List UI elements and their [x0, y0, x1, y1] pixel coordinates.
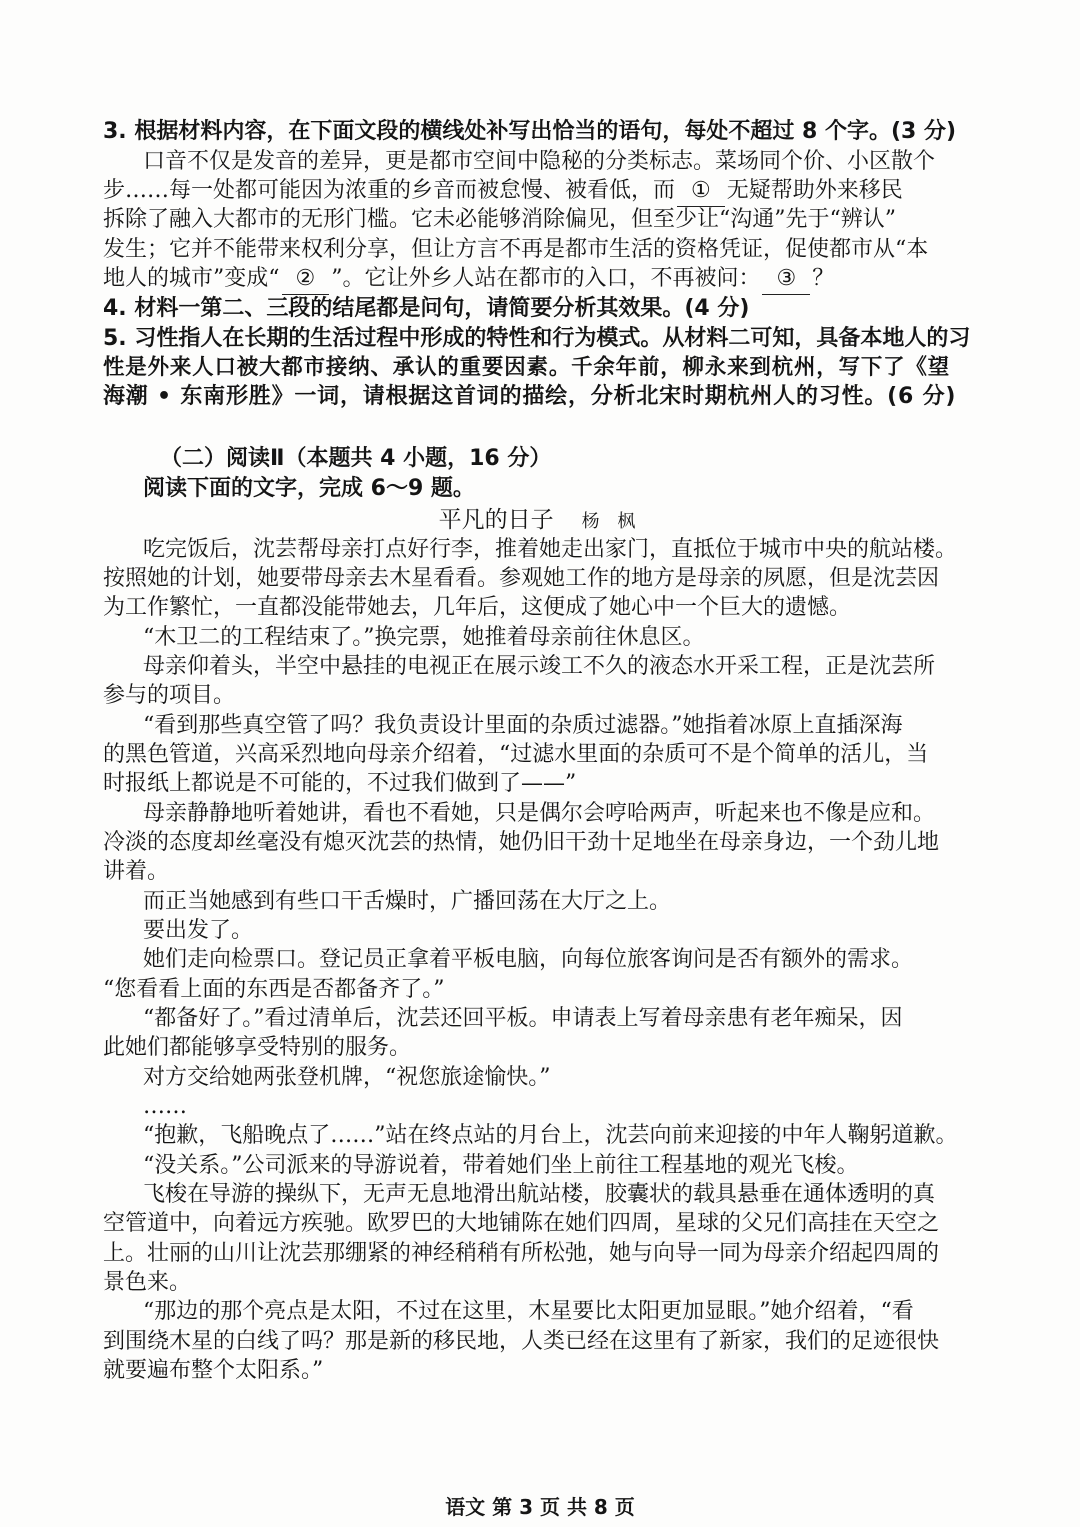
story-line: “您看看上面的东西是否都备齐了。” — [103, 977, 445, 1002]
story-line: 此她们都能够享受特别的服务。 — [103, 1035, 412, 1060]
story-line: 她们走向检票口。登记员正拿着平板电脑，向每位旅客询问是否有额外的需求。 — [143, 947, 914, 972]
section-heading: （二）阅读Ⅱ（本题共 4 小题，16 分） — [160, 446, 552, 471]
blank-3: ③ — [762, 264, 810, 295]
q3-passage-line: 地人的城市”变成“ ② ”。它让外乡人站在都市的入口，不再被问： ③ ？ — [0, 264, 1080, 295]
story-line: “那边的那个亮点是太阳，不过在这里，木星要比太阳更加显眼。”她介绍着，“看 — [143, 1299, 914, 1324]
story-line: 为工作繁忙，一直都没能带她去，几年后，这便成了她心中一个巨大的遗憾。 — [103, 595, 852, 620]
story-line: 母亲仰着头，半空中悬挂的电视正在展示竣工不久的液态水开采工程，正是沈芸所 — [143, 654, 936, 679]
story-line: 的黑色管道，兴高采烈地向母亲介绍着，“过滤水里面的杂质可不是个简单的活儿，当 — [103, 742, 929, 767]
story-line: 参与的项目。 — [103, 683, 236, 708]
section-instruction: 阅读下面的文字，完成 6～9 题。 — [143, 476, 475, 501]
story-line: 飞梭在导游的操纵下，无声无息地滑出航站楼，胶囊状的载具悬垂在通体透明的真 — [143, 1182, 936, 1207]
story-line: 景色来。 — [103, 1270, 192, 1295]
story-line: 吃完饭后，沈芸帮母亲打点好行李，推着她走出家门，直抵位于城市中央的航站楼。 — [143, 537, 958, 562]
story-line: 按照她的计划，她要带母亲去木星看看。参观她工作的地方是母亲的夙愿，但是沈芸因 — [103, 566, 940, 591]
story-line: 对方交给她两张登机牌，“祝您旅途愉快。” — [143, 1065, 551, 1090]
question-5-line: 性是外来人口被大都市接纳、承认的重要因素。千余年前，柳永来到杭州，写下了《望 — [103, 355, 951, 380]
story-line: 到围绕木星的白线了吗？那是新的移民地，人类已经在这里有了新家，我们的足迹很快 — [103, 1329, 940, 1354]
story-line: “没关系。”公司派来的导游说着，带着她们坐上前往工程基地的观光飞梭。 — [143, 1153, 859, 1178]
story-line: …… — [143, 1094, 187, 1119]
q3-passage-line: 步……每一处都可能因为浓重的乡音而被怠慢、被看低，而 ① 无疑帮助外来移民 — [0, 176, 1080, 207]
story-line: 讲着。 — [103, 859, 170, 884]
story-line: “看到那些真空管了吗？我负责设计里面的杂质过滤器。”她指着冰原上直插深海 — [143, 713, 903, 738]
question-4: 4. 材料一第二、三段的结尾都是问句，请简要分析其效果。(4 分) — [103, 296, 750, 321]
story-line: 冷淡的态度却丝毫没有熄灭沈芸的热情，她仍旧干劲十足地坐在母亲身边，一个劲儿地 — [103, 830, 940, 855]
page-footer: 语文 第 3 页 共 8 页 — [445, 1495, 635, 1519]
blank-2: ② — [282, 264, 330, 295]
story-line: “都备好了。”看过清单后，沈芸还回平板。申请表上写着母亲患有老年痴呆，因 — [143, 1006, 903, 1031]
question-3-prompt: 3. 根据材料内容，在下面文段的横线处补写出恰当的语句，每处不超过 8 个字。(3 分) — [103, 119, 957, 144]
q3-passage-line: 发生；它并不能带来权利分享，但让方言不再是都市生活的资格凭证，促使都市从“本 — [103, 237, 929, 262]
story-line: 时报纸上都说是不可能的，不过我们做到了——” — [103, 771, 577, 796]
question-5-line: 海潮 • 东南形胜》一词，请根据这首词的描绘，分析北宋时期杭州人的习性。(6 分) — [103, 384, 957, 409]
story-line: 空管道中，向着远方疾驰。欧罗巴的大地铺陈在她们四周，星球的父兄们高挂在天空之 — [103, 1211, 940, 1236]
story-line: 要出发了。 — [143, 918, 254, 943]
story-author: 杨 枫 — [581, 511, 642, 532]
story-line: “木卫二的工程结束了。”换完票，她推着母亲前往休息区。 — [143, 625, 705, 650]
story-line: 就要遍布整个太阳系。” — [103, 1358, 324, 1383]
story-title: 平凡的日子 杨 枫 — [438, 507, 642, 533]
story-line: 母亲静静地听着她讲，看也不看她，只是偶尔会哼哈两声，听起来也不像是应和。 — [143, 801, 936, 826]
question-5-line: 5. 习性指人在长期的生活过程中形成的特性和行为模式。从材料二可知，具备本地人的习 — [103, 326, 971, 351]
story-line: “抱歉，飞船晚点了……”站在终点站的月台上，沈芸向前来迎接的中年人鞠躬道歉。 — [143, 1123, 958, 1148]
q3-passage-line: 口音不仅是发音的差异，更是都市空间中隐秘的分类标志。菜场同个价、小区散个 — [143, 149, 936, 174]
story-line: 而正当她感到有些口干舌燥时，广播回荡在大厅之上。 — [143, 889, 672, 914]
blank-1: ① — [677, 176, 725, 207]
story-line: 上。壮丽的山川让沈芸那绷紧的神经稍稍有所松弛，她与向导一同为母亲介绍起四周的 — [103, 1241, 940, 1266]
q3-passage-line: 拆除了融入大都市的无形门槛。它未必能够消除偏见，但至少让“沟通”先于“辨认” — [103, 207, 896, 232]
